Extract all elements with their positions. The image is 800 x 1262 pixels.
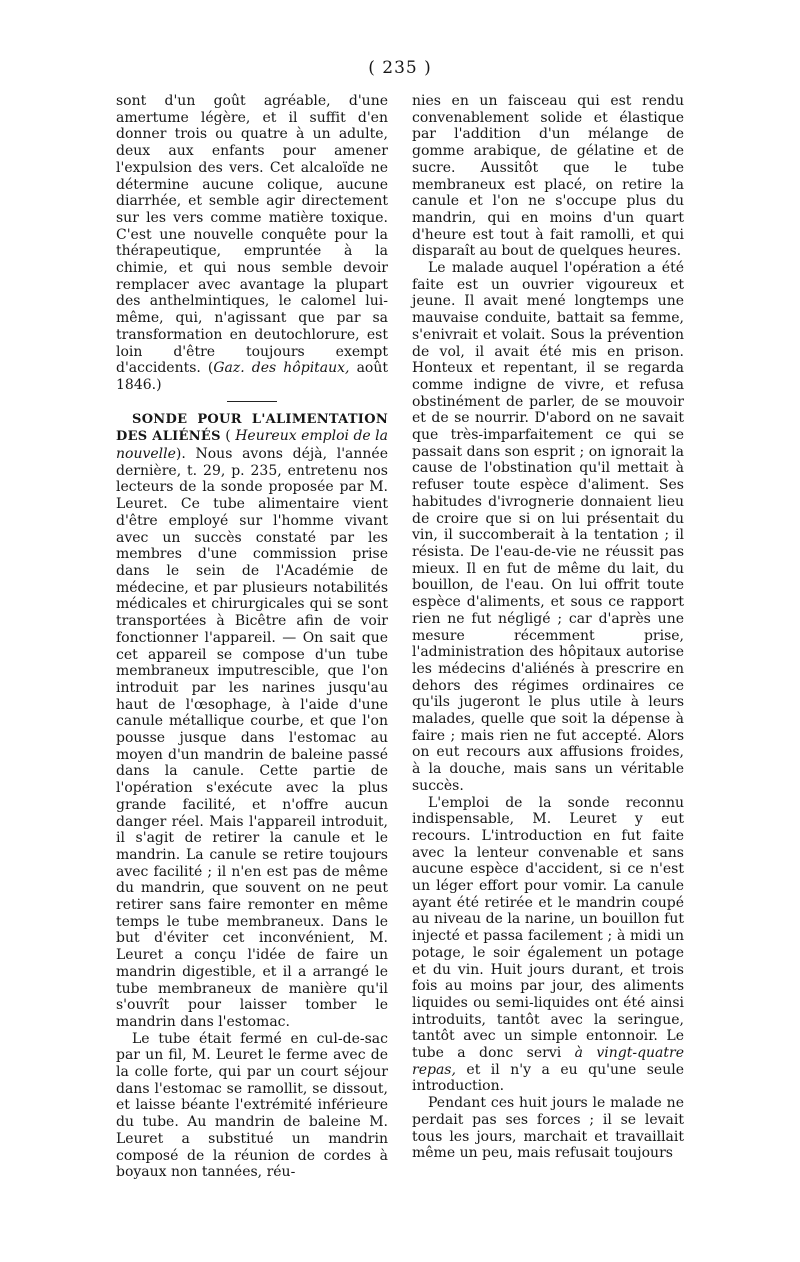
emphasis-repas: à vingt-quatre repas, <box>412 1045 684 1078</box>
citation-date: août 1846.) <box>116 360 388 393</box>
paragraph-text: sont d'un goût agréable, d'une amertume légère, et il suffit d'en donner trois ou quatre à un adulte, deux aux enfants pour amener l'expulsion des vers. Cet alcaloïde ne détermine aucune colique, aucune diarrhée, et semble agir directement sur les vers comme matière toxique. C'est une nouvelle conquête pour la thérapeutique, empruntée à la chimie, et qui nous semble devoir remplacer avec avantage la plupart des anthelmintiques, le calomel lui-même, qui, n'agissant que par sa transformation en deutochlorure, est loin d'être toujours exempt d'accidents. ( <box>116 93 388 377</box>
paragraph-malade: Le malade auquel l'opération a été faite est un ouvrier vigoureux et jeune. Il avait mené longtemps une mauvaise conduite, battait sa femme, s'enivrait et volait. Sous la prévention de vol, il avait été mis en prison. Honteux et repentant, il se regarda comme indigne de vivre, et refusa obstinément de parler, de se mouvoir et de se nourrir. D'abord on ne savait que très-imparfaitement ce qui se passait dans son esprit ; on ignorait la cause de l'obstination qu'il mettait à refuser toute espèce d'aliment. Ses habitudes d'ivrognerie donnaient lieu de croire que si on lui présentait du vin, il succomberait à la tentation ; il résista. De l'eau-de-vie ne réussit pas mieux. Il en fut de même du lait, du bouillon, de l'eau. On lui offrit toute espèce d'aliments, et sous ce rapport rien ne fut négligé ; car d'après une mesure récemment prise, l'administration des hôpitaux autorise les médecins d'aliénés à prescrire en dehors des régimes ordinaires ce qu'ils jugeront le plus utile à leurs malades, quelle que soit la dépense à faire ; mais rien ne fut accepté. Alors on eut recours aux affusions froides, à la douche, mais sans un véritable succès. <box>412 260 684 794</box>
paragraph-sonde-emploi <box>412 795 684 1096</box>
section-heading: SONDE POUR L'ALIMENTATION DES ALIÉNÉS <box>116 411 388 445</box>
page-number: ( 235 ) <box>368 58 432 78</box>
right-column <box>412 93 684 1162</box>
section-subtitle: Heureux emploi de la nouvelle <box>116 428 388 463</box>
paragraph-huit-jours: Pendant ces huit jours le malade ne perdait pas ses forces ; il se levait tous les jours, marchait et travaillait même un peu, mais refusait toujours <box>412 1095 684 1162</box>
paragraph-sonde <box>116 411 388 1031</box>
section-divider <box>227 401 277 402</box>
left-column <box>116 93 388 1181</box>
paragraph-text: ). Nous avons déjà, l'année dernière, t. 29, p. 235, entretenu nos lecteurs de la sonde proposée par M. Leuret. Ce tube alimentaire vient d'être employé sur l'homme vivant avec un succès constaté par les membres d'une commission prise dans le sein de l'Académie de médecine, et par plusieurs notabilités médicales et chirurgicales qui se sont transportées à Bicêtre afin de voir fonctionner l'appareil. — On sait que cet appareil se compose d'un tube membraneux imputrescible, que l'on introduit par les narines jusqu'au haut de l'œsophage, à l'aide d'une canule métallique courbe, et que l'on pousse jusque dans l'estomac au moyen d'un mandrin de baleine passé dans la canule. Cette partie de l'opération s'exécute avec la plus grande facilité, et n'offre aucun danger réel. Mais l'appareil introduit, il s'agit de retirer la canule et le mandrin. La canule se retire toujours avec facilité ; il n'en est pas de même du mandrin, que souvent on ne peut retirer sans faire remonter en même temps le tube membraneux. Dans le but d'éviter cet inconvénient, M. Leuret a conçu l'idée de faire un mandrin digestible, et il a arrangé le tube membraneux de manière qu'il s'ouvrît pour laisser tomber le mandrin dans l'estomac. <box>116 446 388 1030</box>
paragraph-mandrin: nies en un faisceau qui est rendu convenablement solide et élastique par l'addition d'un mélange de gomme arabique, de gélatine et de sucre. Aussitôt que le tube membraneux est placé, on retire la canule et l'on ne s'occupe plus du mandrin, qui en moins d'un quart d'heure est tout à fait ramolli, et qui disparaît au bout de quelques heures. <box>412 93 684 260</box>
citation-source: Gaz. des hôpitaux, <box>213 360 350 377</box>
paragraph-anthelmintic <box>116 93 388 394</box>
paragraph-tube: Le tube était fermé en cul-de-sac par un fil, M. Leuret le ferme avec de la colle forte, qui par un court séjour dans l'estomac se ramollit, se dissout, et laisse béante l'extrémité inférieure du tube. Au mandrin de baleine M. Leuret a substitué un mandrin composé de la réunion de cordes à boyaux non tannées, réu- <box>116 1030 388 1181</box>
paragraph-text: L'emploi de la sonde reconnu indispensable, M. Leuret y eut recours. L'introduction en fut faite avec la lenteur convenable et sans aucune espèce d'accident, si ce n'est un léger effort pour vomir. La canule ayant été retirée et le mandrin coupé au niveau de la narine, un bouillon fut injecté et passa facilement ; à midi un potage, le soir également un potage et du vin. Huit jours durant, et trois fois au moins par jour, des aliments liquides ou semi-liquides ont été ainsi introduits, tantôt avec la seringue, tantôt avec un simple entonnoir. Le tube a donc servi <box>412 794 684 1062</box>
paragraph-text: et il n'y a eu qu'une seule introduction. <box>412 1061 684 1095</box>
section-paren: ( <box>220 428 236 445</box>
